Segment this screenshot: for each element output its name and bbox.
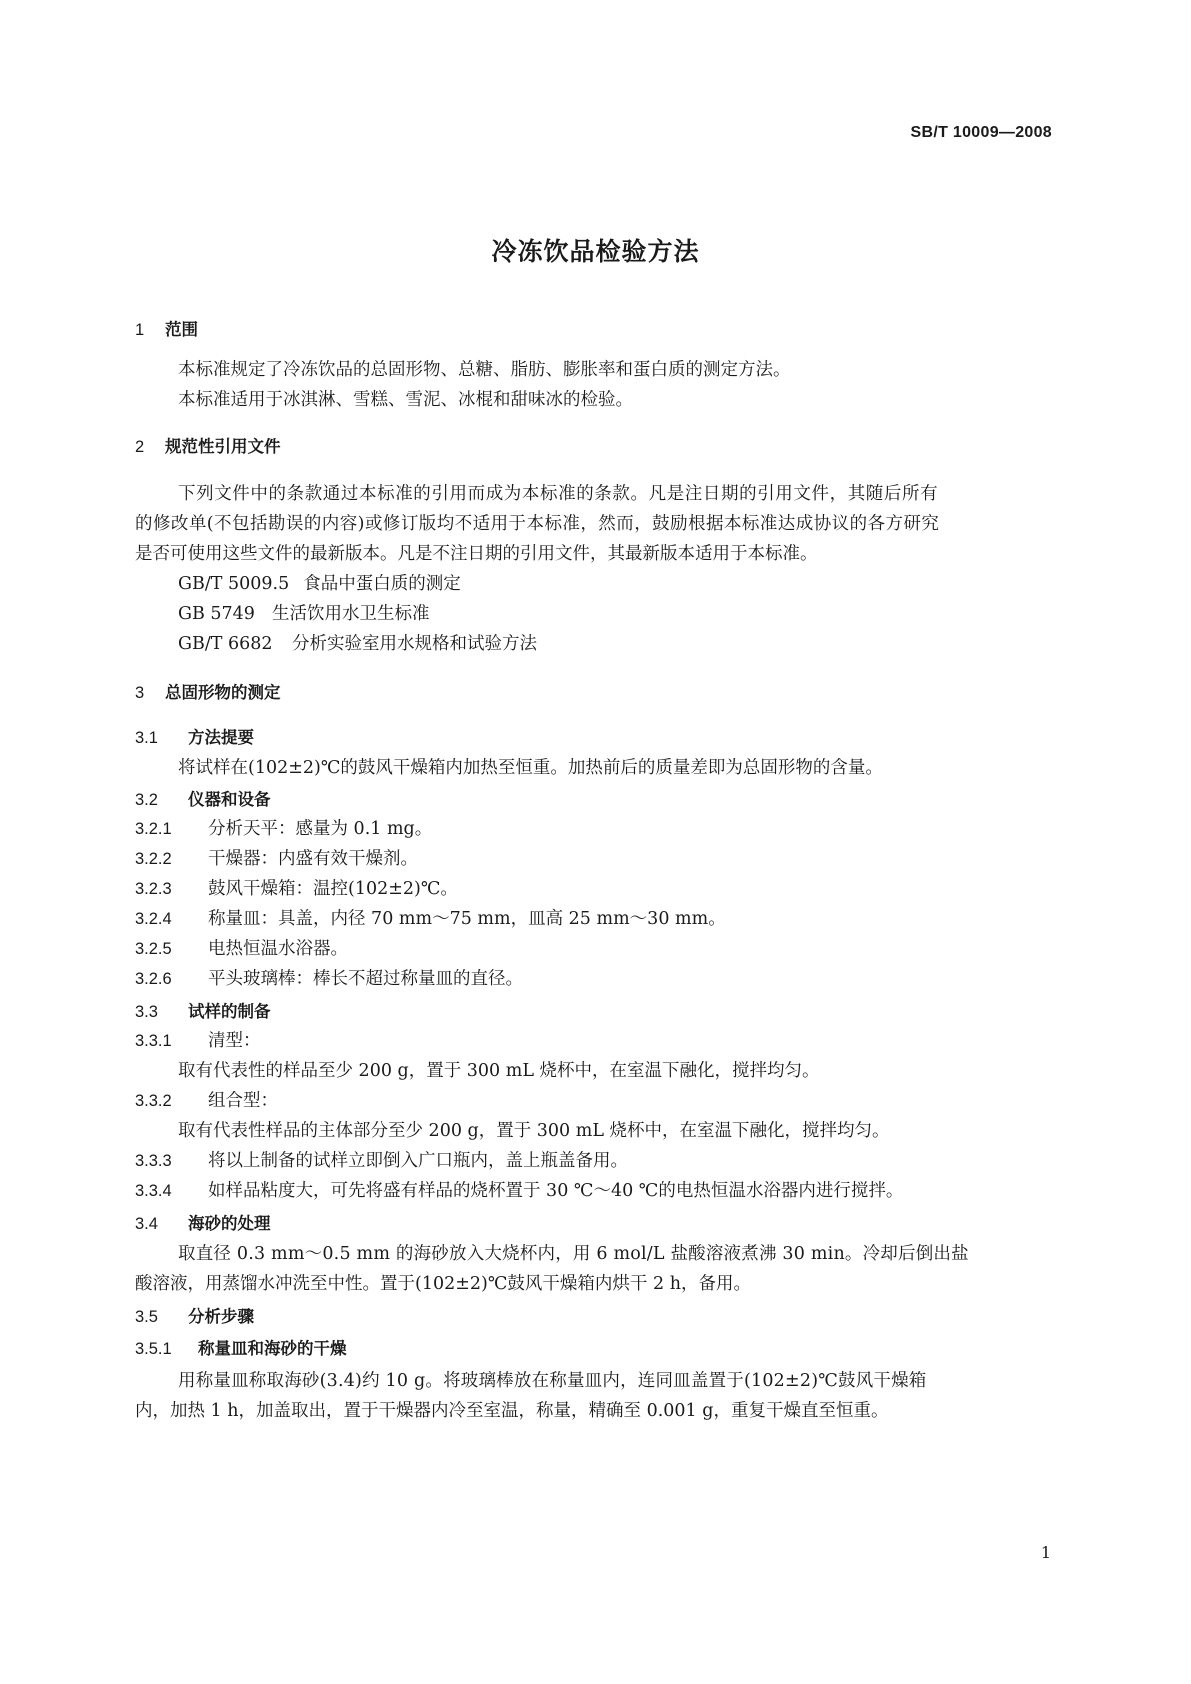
section-number: 1 xyxy=(135,321,145,339)
subsection-title: 试样的制备 xyxy=(188,1002,271,1021)
reference-code: GB/T 5009.5 xyxy=(178,574,290,594)
clause-number: 3.3.1 xyxy=(135,1032,172,1050)
clause-text: 称量皿：具盖，内径 70 mm～75 mm，皿高 25 mm～30 mm。 xyxy=(208,909,726,929)
clause-number: 3.2.5 xyxy=(135,940,172,958)
clause-item xyxy=(135,965,523,990)
subsubsection-heading xyxy=(135,1335,347,1359)
clause-item xyxy=(135,1087,278,1112)
subsection-title: 分析步骤 xyxy=(188,1307,254,1326)
section-2-heading xyxy=(135,433,281,457)
subsection-heading xyxy=(135,1210,271,1234)
paragraph: 取有代表性样品的主体部分至少 200 g，置于 300 mL 烧杯中，在室温下融化，搅拌均匀。 xyxy=(178,1121,890,1141)
reference-item xyxy=(178,630,537,655)
clause-item xyxy=(135,845,418,870)
reference-title: 分析实验室用水规格和试验方法 xyxy=(292,634,537,654)
section-3-heading xyxy=(135,679,281,703)
paragraph: 取直径 0.3 mm～0.5 mm 的海砂放入大烧杯内，用 6 mol/L 盐酸溶液煮沸 30 min。冷却后倒出盐 xyxy=(178,1244,969,1264)
section-number: 2 xyxy=(135,438,145,456)
clause-text: 清型： xyxy=(208,1031,261,1051)
subsection-heading xyxy=(135,998,271,1022)
reference-code: GB/T 6682 xyxy=(178,634,273,654)
clause-item xyxy=(135,1027,261,1052)
paragraph: 取有代表性的样品至少 200 g，置于 300 mL 烧杯中，在室温下融化，搅拌均匀。 xyxy=(178,1061,820,1081)
subsection-title: 海砂的处理 xyxy=(188,1214,271,1233)
section-title: 规范性引用文件 xyxy=(165,437,281,456)
subsection-number: 3.5 xyxy=(135,1308,158,1326)
clause-number: 3.3.2 xyxy=(135,1092,172,1110)
paragraph: 下列文件中的条款通过本标准的引用而成为本标准的条款。凡是注日期的引用文件，其随后所有 xyxy=(178,484,939,504)
section-title: 总固形物的测定 xyxy=(165,683,281,702)
paragraph: 本标准适用于冰淇淋、雪糕、雪泥、冰棍和甜味冰的检验。 xyxy=(178,390,633,410)
clause-number: 3.3.3 xyxy=(135,1152,172,1170)
standard-code: SB/T 10009—2008 xyxy=(910,124,1052,141)
page-number: 1 xyxy=(1040,1543,1051,1562)
clause-number: 3.2.3 xyxy=(135,880,172,898)
reference-title: 生活饮用水卫生标准 xyxy=(272,604,430,624)
clause-number: 3.2.1 xyxy=(135,820,172,838)
paragraph: 将试样在(102±2)℃的鼓风干燥箱内加热至恒重。加热前后的质量差即为总固形物的含量。 xyxy=(178,758,883,778)
subsection-number: 3.1 xyxy=(135,729,158,747)
clause-item xyxy=(135,935,348,960)
document-title: 冷冻饮品检验方法 xyxy=(491,237,700,266)
clause-text: 如样品粘度大，可先将盛有样品的烧杯置于 30 ℃～40 ℃的电热恒温水浴器内进行搅拌。 xyxy=(208,1181,904,1201)
reference-item xyxy=(178,600,430,625)
clause-text: 干燥器：内盛有效干燥剂。 xyxy=(208,849,418,869)
clause-number: 3.3.4 xyxy=(135,1182,172,1200)
paragraph: 用称量皿称取海砂(3.4)约 10 g。将玻璃棒放在称量皿内，连同皿盖置于(102±2)℃鼓风干燥箱 xyxy=(178,1371,927,1391)
subsection-title: 仪器和设备 xyxy=(188,790,271,809)
subsection-heading xyxy=(135,786,271,810)
section-title: 范围 xyxy=(165,320,198,339)
subsection-number: 3.2 xyxy=(135,791,158,809)
clause-item xyxy=(135,815,432,840)
subsection-number: 3.4 xyxy=(135,1215,158,1233)
subsubsection-number: 3.5.1 xyxy=(135,1340,172,1358)
paragraph: 内，加热 1 h，加盖取出，置于干燥器内冷至室温，称量，精确至 0.001 g，重复干燥直至恒重。 xyxy=(135,1401,889,1421)
section-1-heading xyxy=(135,316,198,340)
clause-text: 电热恒温水浴器。 xyxy=(208,939,348,959)
clause-number: 3.2.6 xyxy=(135,970,172,988)
paragraph: 本标准规定了冷冻饮品的总固形物、总糖、脂肪、膨胀率和蛋白质的测定方法。 xyxy=(178,360,791,380)
paragraph: 酸溶液，用蒸馏水冲洗至中性。置于(102±2)℃鼓风干燥箱内烘干 2 h，备用。 xyxy=(135,1274,751,1294)
subsection-heading xyxy=(135,724,254,748)
clause-item xyxy=(135,905,726,930)
subsubsection-title: 称量皿和海砂的干燥 xyxy=(198,1339,347,1358)
reference-title: 食品中蛋白质的测定 xyxy=(303,574,461,594)
clause-text: 组合型： xyxy=(208,1091,278,1111)
clause-item xyxy=(135,1177,903,1202)
clause-item xyxy=(135,875,458,900)
subsection-heading xyxy=(135,1303,254,1327)
clause-text: 平头玻璃棒：棒长不超过称量皿的直径。 xyxy=(208,969,523,989)
reference-code: GB 5749 xyxy=(178,604,255,624)
subsection-number: 3.3 xyxy=(135,1003,158,1021)
clause-text: 将以上制备的试样立即倒入广口瓶内，盖上瓶盖备用。 xyxy=(208,1151,628,1171)
section-number: 3 xyxy=(135,684,145,702)
paragraph: 的修改单(不包括勘误的内容)或修订版均不适用于本标准，然而，鼓励根据本标准达成协议的各方研究 xyxy=(135,514,940,534)
clause-number: 3.2.4 xyxy=(135,910,172,928)
clause-text: 鼓风干燥箱：温控(102±2)℃。 xyxy=(208,879,458,899)
paragraph: 是否可使用这些文件的最新版本。凡是不注日期的引用文件，其最新版本适用于本标准。 xyxy=(135,544,818,564)
subsection-title: 方法提要 xyxy=(188,728,254,747)
clause-text: 分析天平：感量为 0.1 mg。 xyxy=(208,819,433,839)
clause-item xyxy=(135,1147,628,1172)
clause-number: 3.2.2 xyxy=(135,850,172,868)
reference-item xyxy=(178,570,461,595)
